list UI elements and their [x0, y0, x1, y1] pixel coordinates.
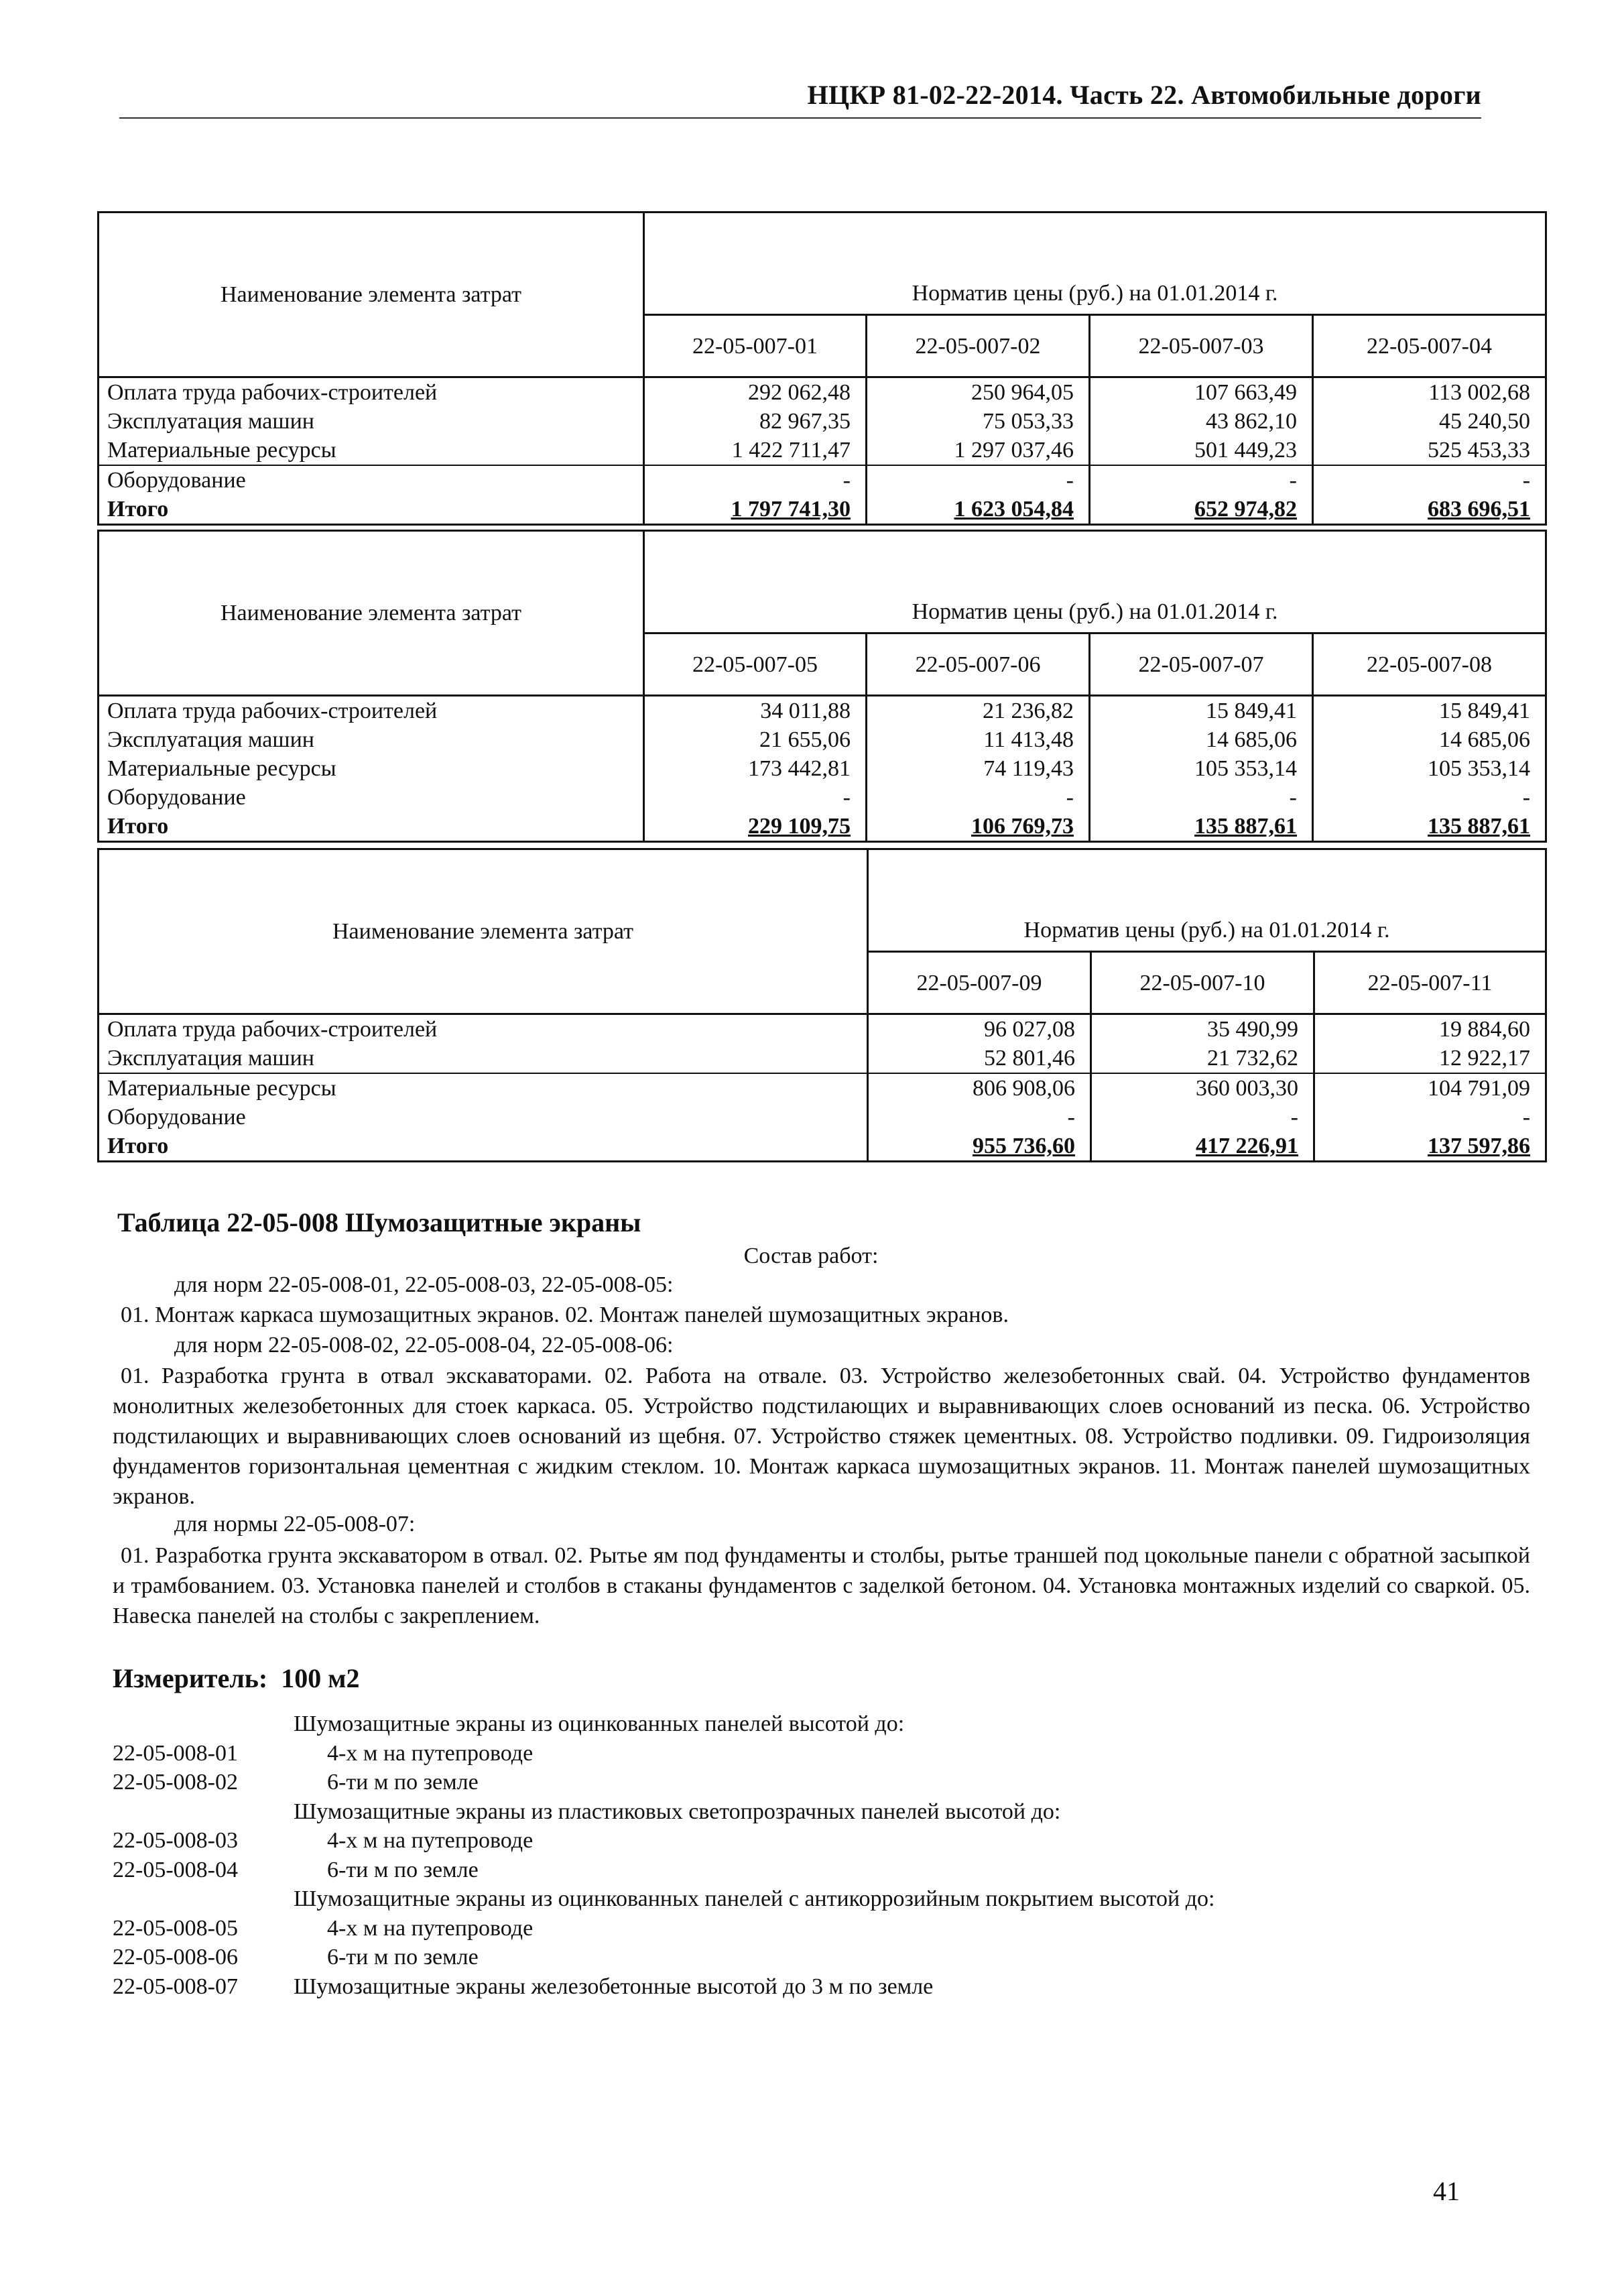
cell-value: 96 027,08: [868, 1014, 1091, 1044]
running-header: НЦКР 81-02-22-2014. Часть 22. Автомобильные дороги: [807, 80, 1481, 110]
cell-value: 15 849,41: [1090, 696, 1313, 726]
norm-code: [113, 1709, 294, 1739]
code-header: 22-05-007-06: [867, 633, 1090, 696]
code-header: 22-05-007-10: [1091, 952, 1314, 1014]
row-label: Материальные ресурсы: [99, 1073, 868, 1103]
table-row: [99, 465, 1546, 495]
row-label: Материальные ресурсы: [99, 436, 644, 465]
section-title: Таблица 22-05-008 Шумозащитные экраны: [117, 1207, 641, 1237]
list-item: [113, 1884, 1214, 1914]
norm-code: 22-05-008-05: [113, 1915, 238, 1941]
cell-value: 82 967,35: [644, 407, 867, 436]
cell-value: -: [644, 465, 867, 495]
cell-value: 417 226,91: [1091, 1132, 1314, 1162]
cell-value: -: [1314, 1103, 1546, 1132]
cell-value: 292 062,48: [644, 377, 867, 408]
cell-value: 360 003,30: [1091, 1073, 1314, 1103]
row-label: Эксплуатация машин: [99, 407, 644, 436]
table-row-total: [99, 1132, 1546, 1162]
cell-value: 75 053,33: [867, 407, 1090, 436]
table-row: [99, 436, 1546, 465]
norm-text: Шумозащитные экраны из оцинкованных панелей с антикоррозийным покрытием высотой до:: [294, 1886, 1215, 1911]
norms-group-c: для нормы 22-05-008-07:: [174, 1512, 416, 1536]
norm-text: 4-х м на путепроводе: [327, 1740, 534, 1766]
cell-value: 107 663,49: [1090, 377, 1313, 408]
code-header: 22-05-007-03: [1090, 315, 1313, 377]
code-header: 22-05-007-01: [644, 315, 867, 377]
cell-value: 14 685,06: [1313, 725, 1546, 754]
cell-value: 229 109,75: [644, 812, 867, 842]
cell-value: 137 597,86: [1314, 1132, 1546, 1162]
code-header: 22-05-007-05: [644, 633, 867, 696]
table-row: [99, 696, 1546, 726]
cell-value: 1 797 741,30: [644, 495, 867, 525]
code-header: 22-05-007-11: [1314, 952, 1546, 1014]
works-heading: Состав работ:: [743, 1244, 879, 1268]
norm-text: 4-х м на путепроводе: [327, 1828, 534, 1853]
norm-code: 22-05-008-06: [113, 1945, 238, 1970]
works-group-a: 01. Монтаж каркаса шумозащитных экранов. 02. Монтаж панелей шумозащитных экранов.: [121, 1303, 1009, 1327]
row-label: Оплата труда рабочих-строителей: [99, 1014, 868, 1044]
norms-group-a: для норм 22-05-008-01, 22-05-008-03, 22-05-008-05:: [174, 1272, 674, 1297]
cell-value: 250 964,05: [867, 377, 1090, 408]
cell-value: -: [868, 1103, 1091, 1132]
cell-value: 135 887,61: [1090, 812, 1313, 842]
norm-code: [113, 1884, 294, 1914]
norm-text: Шумозащитные экраны из оцинкованных панелей высотой до:: [294, 1711, 905, 1736]
list-item: [113, 1856, 1214, 1885]
price-table-3: [97, 848, 1547, 1162]
cell-value: 1 297 037,46: [867, 436, 1090, 465]
row-label: Эксплуатация машин: [99, 725, 644, 754]
cell-value: -: [1313, 465, 1546, 495]
cell-value: 173 442,81: [644, 754, 867, 783]
code-header: 22-05-007-09: [868, 952, 1091, 1014]
cell-value: 19 884,60: [1314, 1014, 1546, 1044]
norm-text: 4-х м на путепроводе: [327, 1915, 534, 1941]
table-row: [99, 1044, 1546, 1073]
table-row: [99, 1073, 1546, 1103]
cell-value: -: [867, 783, 1090, 812]
norm-code: 22-05-008-01: [113, 1740, 238, 1766]
cell-value: -: [1090, 465, 1313, 495]
column-header-price: Норматив цены (руб.) на 01.01.2014 г.: [868, 849, 1546, 952]
cell-value: 113 002,68: [1313, 377, 1546, 408]
table-row-total: [99, 812, 1546, 842]
column-header-name: Наименование элемента затрат: [99, 213, 644, 377]
column-header-name: Наименование элемента затрат: [99, 849, 868, 1014]
norms-group-b: для норм 22-05-008-02, 22-05-008-04, 22-05-008-06:: [174, 1333, 674, 1357]
row-label: Итого: [99, 495, 644, 525]
cell-value: 106 769,73: [867, 812, 1090, 842]
measure-label: Измеритель:: [113, 1663, 268, 1693]
price-table-2: [97, 530, 1547, 843]
norm-text: Шумозащитные экраны из пластиковых светопрозрачных панелей высотой до:: [294, 1799, 1061, 1824]
cell-value: 21 655,06: [644, 725, 867, 754]
table-row: [99, 377, 1546, 408]
table-row: [99, 783, 1546, 812]
row-label: Материальные ресурсы: [99, 754, 644, 783]
cell-value: 11 413,48: [867, 725, 1090, 754]
row-label: Оплата труда рабочих-строителей: [99, 696, 644, 726]
works-group-b: 01. Разработка грунта в отвал экскаваторами. 02. Работа на отвале. 03. Устройство железобетонных свай. 04. Устройство фундаментов монолитных железобетонных для стоек каркаса. 05. Устройство подстилающих и выравнивающих слоев оснований из песка. 06. Устройство подстилающих и выравнивающих слоев оснований из щебня. 07. Устройство стяжек цементных. 08. Устройство подливки. 09. Гидроизоляция фундаментов горизонтальная цементная с жидким стеклом. 10. Монтаж каркаса шумозащитных экранов. 11. Монтаж панелей шумозащитных экранов.: [113, 1364, 1530, 1509]
cell-value: 135 887,61: [1313, 812, 1546, 842]
price-table-1: [97, 211, 1547, 526]
code-header: 22-05-007-07: [1090, 633, 1313, 696]
cell-value: 15 849,41: [1313, 696, 1546, 726]
list-item: [113, 1826, 1214, 1856]
norm-text: 6-ти м по земле: [327, 1857, 479, 1882]
row-label: Итого: [99, 812, 644, 842]
cell-value: 955 736,60: [868, 1132, 1091, 1162]
cell-value: 104 791,09: [1314, 1073, 1546, 1103]
code-header: 22-05-007-02: [867, 315, 1090, 377]
row-label: Оплата труда рабочих-строителей: [99, 377, 644, 408]
cell-value: 683 696,51: [1313, 495, 1546, 525]
table-row: [99, 1103, 1546, 1132]
row-label: Оборудование: [99, 1103, 868, 1132]
code-header: 22-05-007-08: [1313, 633, 1546, 696]
cell-value: 525 453,33: [1313, 436, 1546, 465]
cell-value: 43 862,10: [1090, 407, 1313, 436]
cell-value: 652 974,82: [1090, 495, 1313, 525]
list-item: [113, 1739, 1214, 1768]
table-row: [99, 754, 1546, 783]
list-item: [113, 1914, 1214, 1943]
table-row-total: [99, 495, 1546, 525]
norms-list: [113, 1709, 1214, 2001]
page-number: 41: [1433, 2176, 1460, 2206]
cell-value: 34 011,88: [644, 696, 867, 726]
norm-code: 22-05-008-04: [113, 1857, 238, 1882]
cell-value: -: [1091, 1103, 1314, 1132]
row-label: Оборудование: [99, 783, 644, 812]
norm-code: 22-05-008-07: [113, 1974, 238, 1999]
cell-value: 806 908,06: [868, 1073, 1091, 1103]
cell-value: 12 922,17: [1314, 1044, 1546, 1073]
norm-text: Шумозащитные экраны железобетонные высотой до 3 м по земле: [294, 1974, 934, 1999]
cell-value: 1 623 054,84: [867, 495, 1090, 525]
cell-value: 105 353,14: [1090, 754, 1313, 783]
column-header-name: Наименование элемента затрат: [99, 531, 644, 696]
header-rule: [119, 117, 1481, 119]
cell-value: 35 490,99: [1091, 1014, 1314, 1044]
list-item: [113, 1972, 1214, 2002]
cell-value: 14 685,06: [1090, 725, 1313, 754]
cell-value: 45 240,50: [1313, 407, 1546, 436]
cell-value: -: [1090, 783, 1313, 812]
cell-value: -: [867, 465, 1090, 495]
works-group-c: 01. Разработка грунта экскаватором в отвал. 02. Рытье ям под фундаменты и столбы, рытье траншей под цокольные панели с обратной засыпкой и трамбованием. 03. Установка панелей и столбов в стаканы фундаментов с заделкой бетоном. 04. Установка монтажных изделий со сваркой. 05. Навеска панелей на столбы с закреплением.: [113, 1543, 1530, 1628]
code-header: 22-05-007-04: [1313, 315, 1546, 377]
row-label: Оборудование: [99, 465, 644, 495]
cell-value: 52 801,46: [868, 1044, 1091, 1073]
cell-value: 21 732,62: [1091, 1044, 1314, 1073]
list-item: [113, 1709, 1214, 1739]
cell-value: 74 119,43: [867, 754, 1090, 783]
table-row: [99, 725, 1546, 754]
list-item: [113, 1768, 1214, 1797]
norm-text: 6-ти м по земле: [327, 1945, 479, 1970]
cell-value: -: [1313, 783, 1546, 812]
column-header-price: Норматив цены (руб.) на 01.01.2014 г.: [644, 213, 1546, 315]
norm-text: 6-ти м по земле: [327, 1770, 479, 1795]
row-label: Эксплуатация машин: [99, 1044, 868, 1073]
cell-value: 501 449,23: [1090, 436, 1313, 465]
measure-value: 100 м2: [281, 1663, 360, 1693]
norm-code: 22-05-008-02: [113, 1770, 238, 1795]
table-row: [99, 1014, 1546, 1044]
row-label: Итого: [99, 1132, 868, 1162]
cell-value: -: [644, 783, 867, 812]
cell-value: 105 353,14: [1313, 754, 1546, 783]
table-row: [99, 407, 1546, 436]
cell-value: 1 422 711,47: [644, 436, 867, 465]
column-header-price: Норматив цены (руб.) на 01.01.2014 г.: [644, 531, 1546, 633]
measure-unit: [113, 1663, 359, 1694]
cell-value: 21 236,82: [867, 696, 1090, 726]
norm-code: [113, 1797, 294, 1827]
list-item: [113, 1943, 1214, 1972]
norm-code: 22-05-008-03: [113, 1828, 238, 1853]
list-item: [113, 1797, 1214, 1827]
